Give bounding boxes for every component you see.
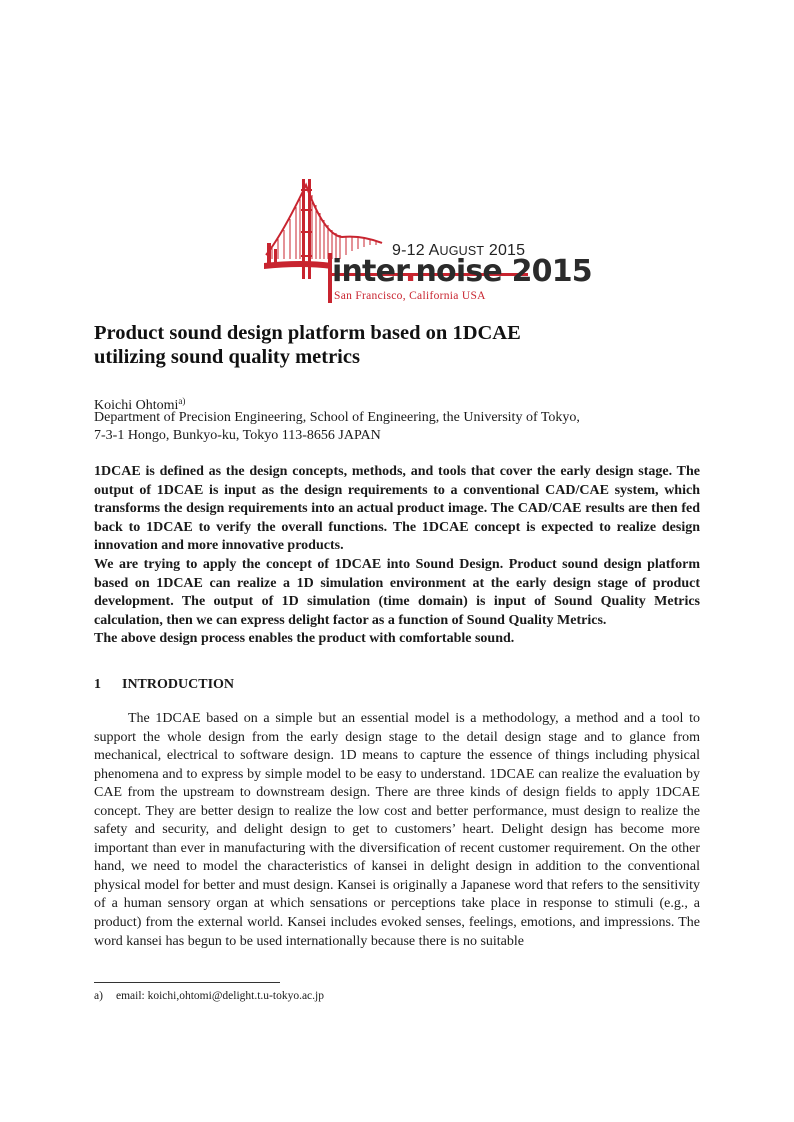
section-heading [94,677,234,693]
title-line-1: Product sound design platform based on 1DCAE [94,322,521,344]
title-line-2: utilizing sound quality metrics [94,346,360,368]
author-name-text: Koichi Ohtomi [94,398,179,413]
conference-date: 9-12 AUGUST 2015 [392,242,526,259]
footnote-mark: a) [94,990,103,1002]
footnote [94,990,324,1002]
author-footnote-mark: a) [178,396,186,406]
section-number: 1 [94,677,101,692]
conference-name: inter.noise 2015 [332,254,592,289]
paper-title [94,321,714,369]
footnote-email: email: koichi,ohtomi@delight.t.u-tokyo.ac.jp [116,990,324,1002]
abstract [94,463,700,649]
introduction-paragraph: The 1DCAE based on a simple but an essential model is a methodology, a method and a tool to support the whole design from the early design stage to the detail design stage and to glance from mechanical, electrical to software design. 1D means to capture the essence of things including physical phenomena and to express by simple model to be easy to understand. 1DCAE can realize the evaluation by CAE from the upstream to downstream design. There are three kinds of design fields to apply 1DCAE concept. They are better design to realize the low cost and better performance, must design to realize the safety and security, and delight design to get to customers’ heart. Delight design has become more important than ever in manufacturing with the diversification of recent customer requirement. On the other hand, we need to model the characteristics of kansei in delight design in addition to the conventional physical model for better and must design. Kansei is originally a Japanese word that refers to the sensitivity of a human sensory organ at which sensations or perceptions take place in response to stimuli (e.g., a product) from the external world. Kansei includes evoked senses, feelings, emotions, and impressions. The word kansei has begun to be used internationally because there is no suitable [94,711,700,949]
abstract-paragraph-3: The above design process enables the product with comfortable sound. [94,631,515,647]
footnote-divider [94,982,280,983]
author-affiliation [94,409,580,445]
abstract-paragraph-1: 1DCAE is defined as the design concepts, methods, and tools that cover the early design stage. The output of 1DCAE is input as the design requirements to a conventional CAD/CAE system, which transforms the design requirements into an actual product image. The CAD/CAE results are then fed back to 1DCAE to verify the overall functions. The 1DCAE concept is expected to realize design innovation and more innovative products. [94,464,700,554]
conference-logo [262,175,592,307]
affiliation-line-2: 7-3-1 Hongo, Bunkyo-ku, Tokyo 113-8656 JAPAN [94,428,381,443]
conference-location: San Francisco, California USA [334,290,486,302]
section-title: INTRODUCTION [122,677,235,692]
abstract-paragraph-2: We are trying to apply the concept of 1DCAE into Sound Design. Product sound design platform based on 1DCAE can realize a 1D simulation environment at the early design stage of product development. The output of 1D simulation (time domain) is input of Sound Quality Metrics calculation, then we can express delight factor as a function of Sound Quality Metrics. [94,556,700,628]
affiliation-line-1: Department of Precision Engineering, School of Engineering, the University of Tokyo, [94,410,580,425]
